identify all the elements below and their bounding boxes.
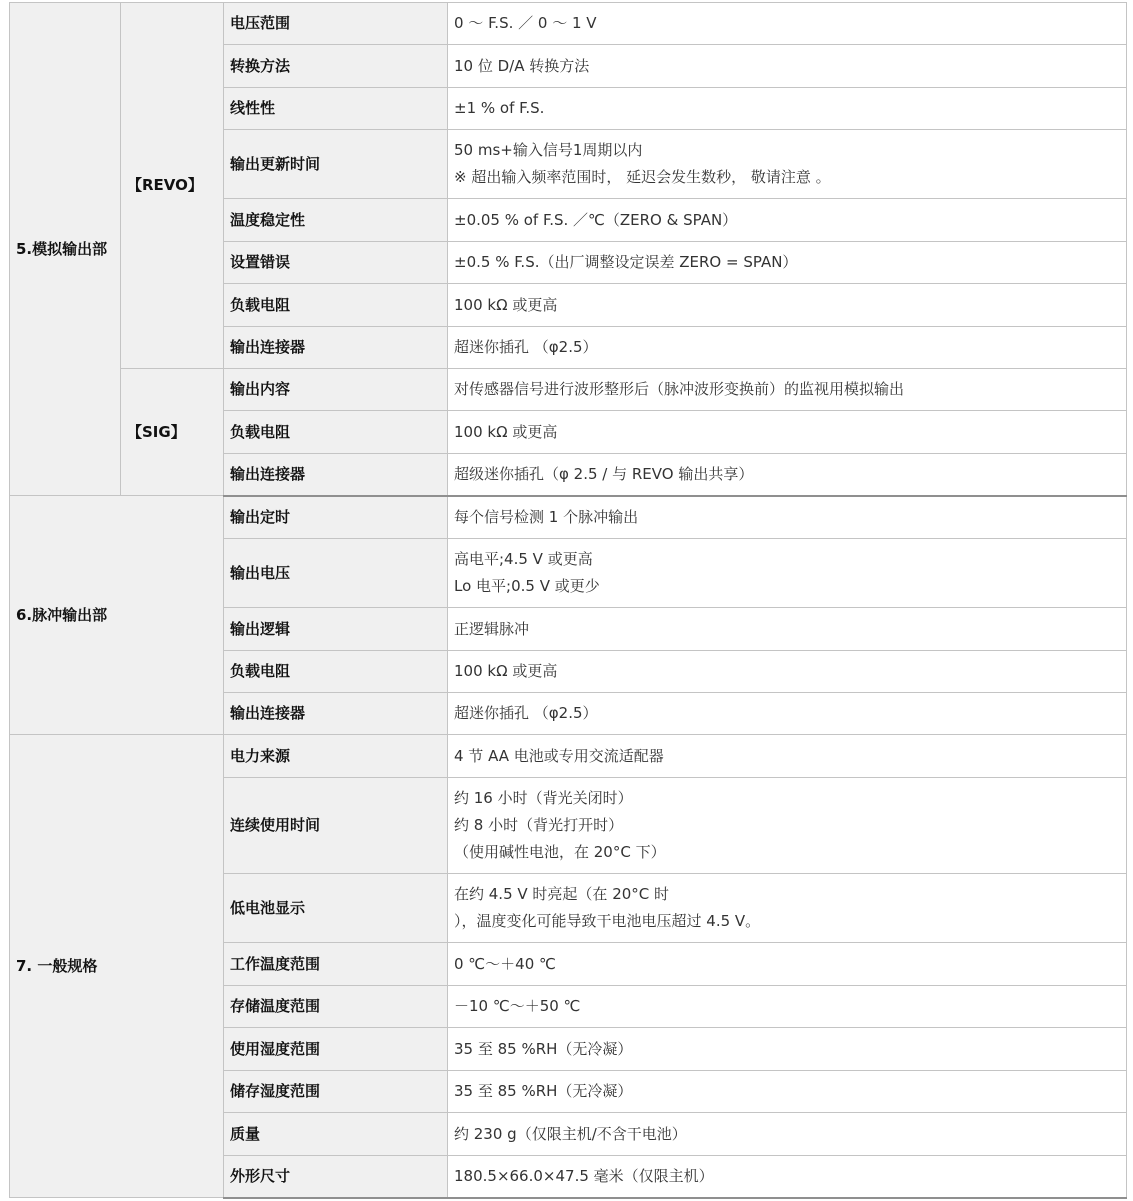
table-row [10, 735, 1127, 778]
row-label: 电力来源 [224, 735, 448, 778]
row-label: 外形尺寸 [224, 1156, 448, 1198]
row-value: 100 kΩ 或更高 [448, 411, 1127, 454]
row-label: 电压范围 [224, 3, 448, 45]
row-label: 质量 [224, 1113, 448, 1156]
table-row [10, 369, 1127, 411]
row-label: 负载电阻 [224, 651, 448, 693]
row-label: 工作温度范围 [224, 943, 448, 986]
row-value: 对传感器信号进行波形整形后（脉冲波形变换前）的监视用模拟输出 [448, 369, 1127, 411]
row-label: 连续使用时间 [224, 778, 448, 874]
spec-table [9, 2, 1127, 1199]
row-value: 超迷你插孔 （φ2.5） [448, 327, 1127, 369]
section-header-7: 7. 一般规格 [10, 735, 224, 1198]
row-value: 约 16 小时（背光关闭时） 约 8 小时（背光打开时） （使用碱性电池，在 20°C 下） [448, 778, 1127, 874]
row-label: 输出定时 [224, 496, 448, 539]
row-value: 50 ms+输入信号1周期以内 ※ 超出输入频率范围时， 延迟会发生数秒， 敬请注意 。 [448, 130, 1127, 199]
row-value: 35 至 85 %RH（无冷凝） [448, 1028, 1127, 1071]
row-value: 100 kΩ 或更高 [448, 651, 1127, 693]
row-label: 输出内容 [224, 369, 448, 411]
section-header-6: 6.脉冲输出部 [10, 496, 224, 735]
row-value: ±0.5 % F.S.（出厂调整设定误差 ZERO = SPAN） [448, 242, 1127, 284]
row-label: 温度稳定性 [224, 199, 448, 242]
row-label: 低电池显示 [224, 874, 448, 943]
row-value: 正逻辑脉冲 [448, 608, 1127, 651]
row-value: 100 kΩ 或更高 [448, 284, 1127, 327]
row-label: 使用湿度范围 [224, 1028, 448, 1071]
row-value: －10 ℃～＋50 ℃ [448, 986, 1127, 1028]
row-label: 输出逻辑 [224, 608, 448, 651]
row-value: 在约 4.5 V 时亮起（在 20°C 时 ），温度变化可能导致干电池电压超过 4.5 V。 [448, 874, 1127, 943]
row-value: 每个信号检测 1 个脉冲输出 [448, 496, 1127, 539]
subsection-header-revo: 【REVO】 [121, 3, 224, 369]
row-label: 线性性 [224, 88, 448, 130]
row-value: 35 至 85 %RH（无冷凝） [448, 1071, 1127, 1113]
row-label: 负载电阻 [224, 284, 448, 327]
row-value: 180.5×66.0×47.5 毫米（仅限主机） [448, 1156, 1127, 1198]
row-label: 输出更新时间 [224, 130, 448, 199]
row-value: 约 230 g（仅限主机/不含干电池） [448, 1113, 1127, 1156]
row-label: 存储温度范围 [224, 986, 448, 1028]
table-row [10, 3, 1127, 45]
row-value: ±1 % of F.S. [448, 88, 1127, 130]
row-label: 转换方法 [224, 45, 448, 88]
subsection-header-sig: 【SIG】 [121, 369, 224, 496]
row-label: 负载电阻 [224, 411, 448, 454]
row-label: 储存湿度范围 [224, 1071, 448, 1113]
section-header-5: 5.模拟输出部 [10, 3, 121, 496]
row-value: 高电平;4.5 V 或更高 Lo 电平;0.5 V 或更少 [448, 539, 1127, 608]
table-row [10, 496, 1127, 539]
row-value: 4 节 AA 电池或专用交流适配器 [448, 735, 1127, 778]
row-label: 输出连接器 [224, 693, 448, 735]
row-value: 超级迷你插孔（φ 2.5 / 与 REVO 输出共享） [448, 454, 1127, 496]
row-label: 输出电压 [224, 539, 448, 608]
row-label: 输出连接器 [224, 454, 448, 496]
row-label: 设置错误 [224, 242, 448, 284]
row-label: 输出连接器 [224, 327, 448, 369]
row-value: 超迷你插孔 （φ2.5） [448, 693, 1127, 735]
row-value: 0 ℃～＋40 ℃ [448, 943, 1127, 986]
row-value: ±0.05 % of F.S. ／℃（ZERO & SPAN） [448, 199, 1127, 242]
row-value: 10 位 D/A 转换方法 [448, 45, 1127, 88]
row-value: 0 ～ F.S. ／ 0 ～ 1 V [448, 3, 1127, 45]
